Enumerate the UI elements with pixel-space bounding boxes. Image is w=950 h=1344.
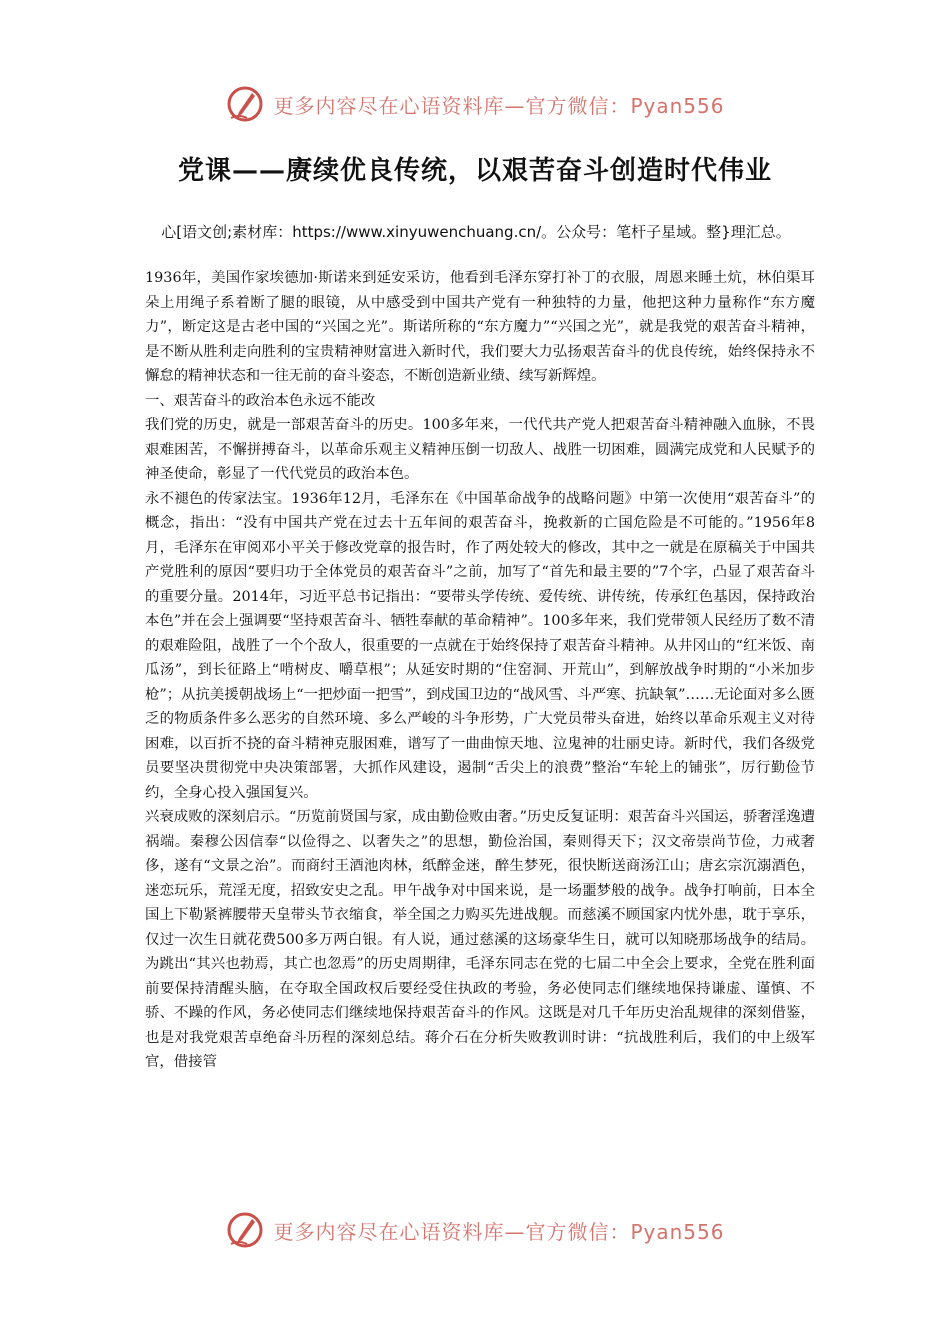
paragraph: 1936年，美国作家埃德加·斯诺来到延安采访，他看到毛泽东穿打补丁的衣服，周恩来睡土炕，林伯渠耳朵上用绳子系着断了腿的眼镜，从中感受到中国共产党有一种独特的力量，他把这种力量称作“东方魔力”，断定这是古老中国的“兴国之光”。斯诺所称的“东方魔力”“兴国之光”，就是我党的艰苦奋斗精神，是不断从胜利走向胜利的宝贵精神财富进入新时代，我们要大力弘扬艰苦奋斗的优良传统，始终保持永不懈怠的精神状态和一往无前的奋斗姿态，不断创造新业绩、续写新辉煌。 xyxy=(145,270,815,384)
section-heading: 一、艰苦奋斗的政治本色永远不能改 xyxy=(145,392,376,409)
document-title: 党课——赓续优良传统，以艰苦奋斗创造时代伟业 xyxy=(177,156,772,186)
pen-logo-icon xyxy=(225,1210,265,1250)
document-body xyxy=(145,266,815,1075)
header-banner xyxy=(0,80,950,128)
paragraph: 我们党的历史，就是一部艰苦奋斗的历史。100多年来，一代代共产党人把艰苦奋斗精神融入血脉，不畏艰难困苦，不懈拼搏奋斗，以革命乐观主义精神压倒一切敌人、战胜一切困难，圆满完成党和人民赋予的神圣使命，彰显了一代代党员的政治本色。 xyxy=(145,417,815,482)
footer-banner xyxy=(0,1206,950,1254)
source-note: 心[语文创;素材库：https://www.xinyuwenchuang.cn/。公众号：笔杆子星域。整}理汇总。 xyxy=(161,223,791,241)
paragraph: 永不褪色的传家法宝。1936年12月，毛泽东在《中国革命战争的战略问题》中第一次使用“艰苦奋斗”的概念，指出：“没有中国共产党在过去十五年间的艰苦奋斗，挽救新的亡国危险是不可能的。”1956年8月，毛泽东在审阅邓小平关于修改党章的报告时，作了两处较大的修改，其中之一就是在原稿关于中国共产党胜利的原因“要归功于全体党员的艰苦奋斗”之前，加写了“首先和最主要的”7个字，凸显了艰苦奋斗的重要分量。2014年，习近平总书记指出：“要带头学传统、爱传统、讲传统，传承红色基因，保持政治本色”并在会上强调要“坚持艰苦奋斗、牺牲奉献的革命精神”。100多年来，我们党带领人民经历了数不清的艰难险阻，战胜了一个个敌人，很重要的一点就在于始终保持了艰苦奋斗精神。从井冈山的“红米饭、南瓜汤”，到长征路上“啃树皮、嚼草根”；从延安时期的“住窑洞、开荒山”，到解放战争时期的“小米加步枪”；从抗美援朝战场上“一把炒面一把雪”，到戍国卫边的“战风雪、斗严寒、抗缺氧”……无论面对多么匮乏的物质条件多么恶劣的自然环境、多么严峻的斗争形势，广大党员带头奋进，始终以革命乐观主义对待困难，以百折不挠的奋斗精神克服困难，谱写了一曲曲惊天地、泣鬼神的壮丽史诗。新时代，我们各级党员要坚决贯彻党中央决策部署，大抓作风建设，遏制“舌尖上的浪费”整治“车轮上的铺张”，厉行勤俭节约，全身心投入强国复兴。 xyxy=(145,490,815,801)
paragraph: 兴衰成败的深刻启示。“历览前贤国与家，成由勤俭败由奢。”历史反复证明：艰苦奋斗兴国运，骄奢淫逸遭祸端。秦穆公因信奉“以俭得之、以奢失之”的思想，勤俭治国，秦则得天下；汉文帝崇尚节俭，力戒奢侈，遂有“文景之治”。而商纣王酒池肉林，纸醉金迷，醉生梦死，很快断送商汤江山；唐玄宗沉溺酒色，迷恋玩乐，荒淫无度，招致安史之乱。甲午战争对中国来说，是一场噩梦般的战争。战争打响前，日本全国上下勒紧裤腰带天皇带头节衣缩食，举全国之力购买先进战舰。而慈溪不顾国家内忧外患，耽于享乐，仅过一次生日就花费500多万两白银。有人说，通过慈溪的这场豪华生日，就可以知晓那场战争的结局。为跳出“其兴也勃焉，其亡也忽焉”的历史周期律，毛泽东同志在党的七届二中全会上要求，全党在胜利面前要保持清醒头脑，在夺取全国政权后要经受住执政的考验，务必使同志们继续地保持谦虚、谨慎、不骄、不躁的作风，务必使同志们继续地保持艰苦奋斗的作风。这既是对几千年历史治乱规律的深刻借鉴，也是对我党艰苦卓绝奋斗历程的深刻总结。蒋介石在分析失败教训时讲：“抗战胜利后，我们的中上级军官，借接管 xyxy=(145,809,815,1070)
banner-text: 更多内容尽在心语资料库—官方微信：Pyan556 xyxy=(273,93,725,118)
pen-logo-icon xyxy=(225,84,265,124)
banner-text: 更多内容尽在心语资料库—官方微信：Pyan556 xyxy=(273,1219,725,1244)
